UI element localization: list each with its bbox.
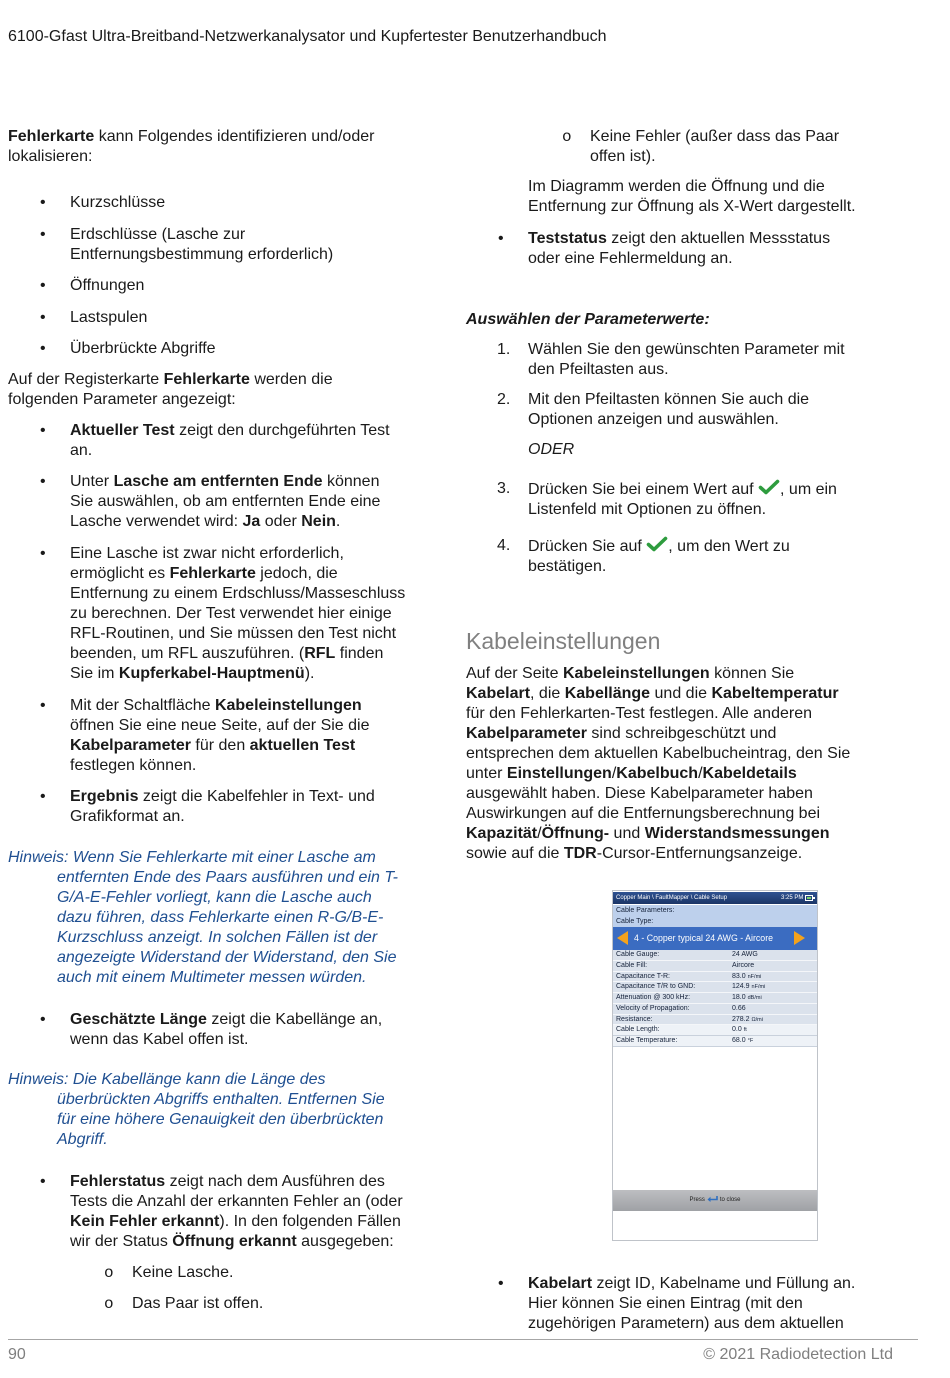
list-item-estimated-length <box>70 1010 382 1050</box>
step-number: 2. <box>497 391 511 408</box>
param-label: Resistance: <box>616 1015 653 1023</box>
text-run: Hinweis: Die Kabellänge kann die Länge des <box>8 1071 326 1088</box>
param-value <box>732 1036 753 1046</box>
text-run: Kurzschlüsse <box>70 194 166 211</box>
text-run: Mit der Schaltfläche <box>70 697 215 714</box>
list-item-cable-type <box>528 1274 855 1334</box>
list-item-ground-faults <box>70 225 333 265</box>
text-run: zeigt die Kabellänge an, <box>206 1011 383 1028</box>
step-text <box>528 536 790 577</box>
text-line <box>8 1070 385 1090</box>
text-run: Lastspulen <box>70 309 148 326</box>
bold-text: Kabelart <box>466 685 531 702</box>
text-line <box>70 225 333 245</box>
device-param-row <box>613 972 817 983</box>
bold-text: RFL <box>304 645 336 662</box>
param-value <box>732 1004 748 1014</box>
list-item-short-circuits <box>70 193 165 213</box>
step-number: 4. <box>497 537 511 554</box>
text-line <box>70 564 405 584</box>
device-parameter-list <box>613 950 817 1047</box>
text-run: Kurzschluss anzeigt. In solchen Fällen ist der <box>57 929 378 946</box>
text-line <box>70 544 405 564</box>
device-param-row <box>613 1025 817 1036</box>
param-value <box>732 950 760 960</box>
arrow-right-icon <box>794 931 805 945</box>
text-run: / <box>537 825 542 842</box>
list-item-far-end-strap <box>70 472 380 532</box>
param-number: Aircore <box>732 961 755 969</box>
text-run: Sie auswählen, ob am entfernten Ende eine <box>70 493 381 510</box>
device-footer-press: Press <box>689 1197 705 1203</box>
text-run: zeigt die Kabelfehler in Text- und <box>138 788 375 805</box>
text-run: entsprechen dem aktuellen Kabelbucheintrag, den Sie <box>466 745 851 762</box>
step-text <box>528 479 837 520</box>
text-run: Optionen anzeigen und auswählen. <box>528 411 779 428</box>
sub-item-no-strap <box>132 1263 233 1283</box>
text-run: ausgewählt haben. Diese Kabelparameter haben <box>466 785 813 802</box>
param-label: Cable Fill: <box>616 961 648 969</box>
text-line <box>70 584 405 604</box>
text-line <box>70 1232 403 1252</box>
text-run: , um ein <box>780 481 837 498</box>
param-number: 278.2 <box>732 1015 750 1023</box>
text-line <box>528 1314 855 1334</box>
text-line <box>466 804 850 824</box>
text-run: folgenden Parameter angezeigt: <box>8 391 236 408</box>
text-line <box>70 512 380 532</box>
bold-text: Kabelparameter <box>70 737 191 754</box>
bold-text: Aktueller Test <box>70 422 175 439</box>
text-run: für eine höhere Genauigkeit den überbrückten <box>57 1111 384 1128</box>
text-run: Auswirkungen auf die Entfernungsberechnung bei <box>466 805 821 822</box>
text-run: finden <box>335 645 384 662</box>
text-line <box>466 664 850 684</box>
param-unit: Ω/mi <box>751 1016 763 1023</box>
text-run: Das Paar ist offen. <box>132 1295 264 1312</box>
text-run: zu berechnen. Der Test verwendet hier einige <box>70 605 392 622</box>
step-2 <box>497 390 810 430</box>
text-run: entfernten Ende des Paars ausführen und ein T- <box>57 869 398 886</box>
text-run: Tests die Anzahl der erkannten Fehler an (oder <box>70 1193 403 1210</box>
bold-text: Öffnung erkannt <box>172 1233 297 1250</box>
text-line <box>528 197 856 217</box>
text-line <box>8 928 398 948</box>
text-run: Drücken Sie auf <box>528 538 647 555</box>
text-run: zeigt nach dem Ausführen des <box>165 1173 385 1190</box>
device-cable-type-value: 4 - Copper typical 24 AWG - Aircore <box>634 933 774 943</box>
text-line <box>528 360 845 380</box>
param-label: Capacitance T/R to GND: <box>616 983 696 991</box>
list-item-fault-status <box>70 1172 403 1252</box>
bold-text: Fehlerkarte <box>163 371 250 388</box>
step-1 <box>497 340 845 380</box>
text-line <box>132 1263 233 1283</box>
cable-setup-screenshot <box>612 890 818 1241</box>
text-run: Öffnungen <box>70 277 145 294</box>
text-line <box>70 787 375 807</box>
list-item-result <box>70 787 375 827</box>
text-run: dazu führen, dass Fehlerkarte einen R-G/B-E- <box>57 909 384 926</box>
text-run: Erdschlüsse (Lasche zur <box>70 226 246 243</box>
text-line <box>70 624 405 644</box>
device-type-header <box>613 916 817 927</box>
copyright: © 2021 Radiodetection Ltd <box>703 1346 893 1363</box>
text-line <box>70 1030 382 1050</box>
text-line <box>70 716 369 736</box>
device-param-row <box>613 1004 817 1015</box>
text-run: Entfernung zur Öffnung als X-Wert dargestellt. <box>528 198 856 215</box>
bold-text: Kapazität <box>466 825 538 842</box>
text-run: öffnen Sie eine neue Seite, auf der Sie die <box>70 717 370 734</box>
param-number: 68.0 <box>732 1037 746 1044</box>
select-parameters-heading: Auswählen der Parameterwerte: <box>466 311 710 328</box>
note-cable-length <box>8 1070 385 1150</box>
sub-item-no-faults <box>590 127 839 167</box>
text-run: an. <box>70 442 93 459</box>
text-line <box>528 410 809 430</box>
text-line <box>70 807 375 827</box>
text-run: kann Folgendes identifizieren und/oder <box>94 128 375 145</box>
text-run: Entfernungsbestimmung erforderlich) <box>70 246 334 263</box>
text-run: werden die <box>249 371 333 388</box>
param-number: 0.0 <box>732 1026 742 1034</box>
bold-text: Kabeleinstellungen <box>562 665 710 682</box>
text-run: angezeigte Widerstand der Widerstand, den Sie <box>57 949 397 966</box>
device-param-row <box>613 961 817 972</box>
battery-icon <box>805 895 813 901</box>
text-run: zeigt den durchgeführten Test <box>174 422 390 439</box>
text-line <box>70 193 165 213</box>
text-run: können Sie <box>709 665 795 682</box>
bold-text: Widerstandsmessungen <box>644 825 830 842</box>
text-run: ). In den folgenden Fällen <box>219 1213 401 1230</box>
bold-text: Fehlerkarte <box>8 128 95 145</box>
param-label: Cable Gauge: <box>616 951 660 958</box>
device-param-row <box>613 982 817 993</box>
text-run: und die <box>650 685 712 702</box>
device-param-row <box>613 993 817 1004</box>
text-line <box>466 744 850 764</box>
text-run: Wählen Sie den gewünschten Parameter mit <box>528 341 845 358</box>
text-run: sind schreibgeschützt und <box>586 725 777 742</box>
param-number: 18.0 <box>732 994 746 1001</box>
text-run: , die <box>530 685 565 702</box>
text-line <box>528 249 830 269</box>
text-run: Abgriff. <box>57 1131 108 1148</box>
check-icon <box>646 536 668 552</box>
step-4 <box>497 536 790 577</box>
text-line <box>466 824 850 844</box>
text-run: festlegen können. <box>70 757 197 774</box>
bold-text: aktuellen Test <box>249 737 356 754</box>
text-run: zeigt den aktuellen Messstatus <box>606 230 831 247</box>
text-run: sowie auf die <box>466 845 564 862</box>
text-run: für den Fehlerkarten-Test festlegen. Alle anderen <box>466 705 812 722</box>
text-line <box>590 147 839 167</box>
note-strap-fault <box>8 848 398 988</box>
device-param-row <box>613 950 817 961</box>
tab-parameters-intro <box>8 370 333 410</box>
bold-text: Ja <box>242 513 261 530</box>
step-3 <box>497 479 837 520</box>
bold-text: Kabelbuch <box>616 765 699 782</box>
bold-text: Fehlerkarte <box>169 565 256 582</box>
param-number: 0.66 <box>732 1004 746 1012</box>
footer-divider <box>8 1339 918 1340</box>
text-line <box>70 339 216 359</box>
text-run: RFL-Routinen, und Sie müssen den Test nicht <box>70 625 397 642</box>
device-clock: 3:25 PM <box>781 895 804 901</box>
text-run: Keine Fehler (außer dass das Paar <box>590 128 840 145</box>
back-arrow-icon <box>707 1191 718 1198</box>
bold-text: Fehlerstatus <box>70 1173 166 1190</box>
text-line <box>70 1010 382 1030</box>
param-unit: °F <box>747 1038 754 1044</box>
text-run: Hier können Sie einen Eintrag (mit den <box>528 1295 803 1312</box>
text-run: Listenfeld mit Optionen zu öffnen. <box>528 501 767 518</box>
text-line <box>590 127 839 147</box>
text-line <box>8 390 333 410</box>
param-number: 83.0 <box>732 972 746 980</box>
text-line <box>528 536 790 557</box>
text-line <box>8 1130 385 1150</box>
text-run: bestätigen. <box>528 558 607 575</box>
text-run: wenn das Kabel offen ist. <box>70 1031 249 1048</box>
param-unit: nF/mi <box>747 973 762 980</box>
text-run: / <box>698 765 703 782</box>
text-run: unter <box>466 765 507 782</box>
param-label: Velocity of Propagation: <box>616 1004 690 1012</box>
device-type-label: Cable Type: <box>616 918 654 925</box>
page-number: 90 <box>8 1346 26 1363</box>
text-run: -Cursor-Entfernungsanzeige. <box>596 845 803 862</box>
text-line <box>528 177 856 197</box>
text-run: lokalisieren: <box>8 148 93 165</box>
or-label: ODER <box>528 441 575 458</box>
text-line <box>528 1274 855 1294</box>
bold-text: Kabelart <box>528 1275 593 1292</box>
text-line <box>70 1212 403 1232</box>
list-item-strap-info <box>70 544 405 684</box>
device-section-header <box>613 905 817 916</box>
device-breadcrumb: Copper Main \ FaultMapper \ Cable Setup <box>616 895 728 901</box>
bold-text: Kabellänge <box>564 685 651 702</box>
text-line <box>8 1110 385 1130</box>
param-label: Capacitance T-R: <box>616 972 670 980</box>
text-run: Keine Lasche. <box>132 1264 234 1281</box>
bold-text: Lasche am entfernten Ende <box>113 473 323 490</box>
text-run: Im Diagramm werden die Öffnung und die <box>528 178 825 195</box>
text-run: Auf der Seite <box>466 665 563 682</box>
param-unit: nF/mi <box>751 984 766 991</box>
text-line <box>70 276 144 296</box>
text-run: Mit den Pfeiltasten können Sie auch die <box>528 391 810 408</box>
text-line <box>70 472 380 492</box>
text-run: Sie im <box>70 665 119 682</box>
bold-text: Kabeltemperatur <box>711 685 839 702</box>
section-title-cable-settings: Kabeleinstellungen <box>466 628 661 654</box>
cable-settings-intro <box>466 664 850 864</box>
text-line <box>466 844 850 864</box>
param-value <box>732 1015 763 1025</box>
sub-item-pair-open <box>132 1294 263 1314</box>
text-run: auch mit einem Multimeter messen würden. <box>57 969 367 986</box>
device-section-label: Cable Parameters: <box>616 907 675 914</box>
param-value <box>732 993 762 1003</box>
text-line <box>528 500 837 520</box>
text-run: ausgegeben: <box>296 1233 394 1250</box>
list-item-test-status <box>528 229 830 269</box>
device-cable-type-selector <box>613 927 817 950</box>
text-line <box>132 1294 263 1314</box>
param-value <box>732 972 761 982</box>
text-run: Überbrückte Abgriffe <box>70 340 216 357</box>
text-line <box>70 245 333 265</box>
text-run: und <box>609 825 645 842</box>
document-header-title: 6100-Gfast Ultra-Breitband-Netzwerkanalysator und Kupfertester Benutzerhandbuch <box>8 28 607 45</box>
bold-text: Kabeleinstellungen <box>214 697 362 714</box>
param-value <box>732 982 765 992</box>
list-item-cable-settings-button <box>70 696 369 776</box>
bold-text: Kupferkabel-Hauptmenü <box>118 665 305 682</box>
text-run: beenden, um RFL auszuführen. ( <box>70 645 305 662</box>
check-icon <box>758 479 780 495</box>
text-line <box>70 696 369 716</box>
param-number: 24 AWG <box>732 951 758 958</box>
param-label: Attenuation @ 300 kHz: <box>616 994 691 1001</box>
text-line <box>70 1192 403 1212</box>
text-run: jedoch, die <box>255 565 338 582</box>
param-unit: dB/mi <box>747 995 762 1001</box>
param-number: 124.9 <box>732 983 750 991</box>
text-line <box>466 684 850 704</box>
text-run: Hinweis: Wenn Sie Fehlerkarte mit einer Lasche am <box>8 849 376 866</box>
param-label: Cable Temperature: <box>616 1037 678 1044</box>
text-run: für den <box>190 737 250 754</box>
text-run: Drücken Sie bei einem Wert auf <box>528 481 759 498</box>
text-line <box>8 908 398 928</box>
text-line <box>466 724 850 744</box>
device-footer-close: to close <box>719 1197 741 1203</box>
text-run: . <box>335 513 341 530</box>
text-line <box>8 1090 385 1110</box>
text-run: ermöglicht es <box>70 565 170 582</box>
text-run: überbrückten Abgriffs enthalten. Entfernen Sie <box>57 1091 385 1108</box>
list-item-opens <box>70 276 144 296</box>
text-run: den Pfeiltasten aus. <box>528 361 669 378</box>
param-label: Cable Length: <box>616 1026 660 1034</box>
device-title-bar <box>613 892 817 904</box>
text-run: Auf der Registerkarte <box>8 371 164 388</box>
text-line <box>466 784 850 804</box>
text-run: zugehörigen Parametern) aus dem aktuellen <box>528 1315 844 1332</box>
text-run: , um den Wert zu <box>668 538 790 555</box>
text-run: Unter <box>70 473 114 490</box>
bold-text: Kein Fehler erkannt <box>70 1213 220 1230</box>
list-item-current-test <box>70 421 390 461</box>
text-line <box>8 868 398 888</box>
text-line <box>70 421 390 441</box>
text-line <box>466 704 850 724</box>
bold-text: Einstellungen <box>506 765 612 782</box>
text-line <box>466 764 850 784</box>
text-line <box>70 644 405 664</box>
bold-text: Geschätzte Länge <box>70 1011 207 1028</box>
list-item-bridged-taps <box>70 339 216 359</box>
text-line <box>70 1172 403 1192</box>
bold-text: Kabelparameter <box>466 725 587 742</box>
text-line <box>70 441 390 461</box>
step-number: 3. <box>497 480 511 497</box>
text-run: / <box>611 765 617 782</box>
text-run: ). <box>304 665 315 682</box>
text-line <box>8 127 374 147</box>
param-value <box>732 961 756 971</box>
text-line <box>528 557 790 577</box>
bold-text: Nein <box>301 513 336 530</box>
text-run: oder <box>260 513 302 530</box>
text-run: Lasche verwendet wird: <box>70 513 243 530</box>
step-text <box>528 390 809 430</box>
step-number: 1. <box>497 341 511 358</box>
text-line <box>8 968 398 988</box>
bold-text: Kabeldetails <box>702 765 797 782</box>
text-line <box>70 664 405 684</box>
text-line <box>70 756 369 776</box>
bold-text: TDR <box>563 845 597 862</box>
text-run: können <box>322 473 380 490</box>
text-run: wir der Status <box>70 1233 173 1250</box>
text-line <box>8 370 333 390</box>
bold-text: Ergebnis <box>70 788 139 805</box>
text-run: oder eine Fehlermeldung an. <box>528 250 733 267</box>
text-run: Entfernung zu einem Erdschluss/Masseschluss <box>70 585 406 602</box>
text-run: offen ist). <box>590 148 656 165</box>
device-param-row <box>613 1036 817 1047</box>
text-line <box>528 1294 855 1314</box>
text-line <box>70 308 147 328</box>
diagram-note <box>528 177 856 217</box>
device-param-row <box>613 1015 817 1026</box>
bold-text: Teststatus <box>528 230 607 247</box>
text-line <box>8 848 398 868</box>
bold-text: Öffnung- <box>541 825 610 842</box>
text-line <box>70 736 369 756</box>
list-item-load-coils <box>70 308 147 328</box>
param-unit: ft <box>743 1027 747 1034</box>
text-run: G/A-E-Fehler vorliegt, kann die Lasche auch <box>57 889 372 906</box>
param-value <box>732 1025 747 1035</box>
text-line <box>8 948 398 968</box>
text-line <box>528 479 837 500</box>
fault-map-intro <box>8 127 374 167</box>
text-run: Grafikformat an. <box>70 808 185 825</box>
text-run: Eine Lasche ist zwar nicht erforderlich, <box>70 545 344 562</box>
text-line <box>8 147 374 167</box>
step-text <box>528 340 845 380</box>
device-footer-bar <box>613 1190 817 1211</box>
text-line <box>70 492 380 512</box>
text-line <box>528 229 830 249</box>
text-run: zeigt ID, Kabelname und Füllung an. <box>592 1275 856 1292</box>
arrow-left-icon <box>617 931 628 945</box>
text-line <box>528 340 845 360</box>
text-line <box>8 888 398 908</box>
text-line <box>70 604 405 624</box>
text-line <box>528 390 809 410</box>
